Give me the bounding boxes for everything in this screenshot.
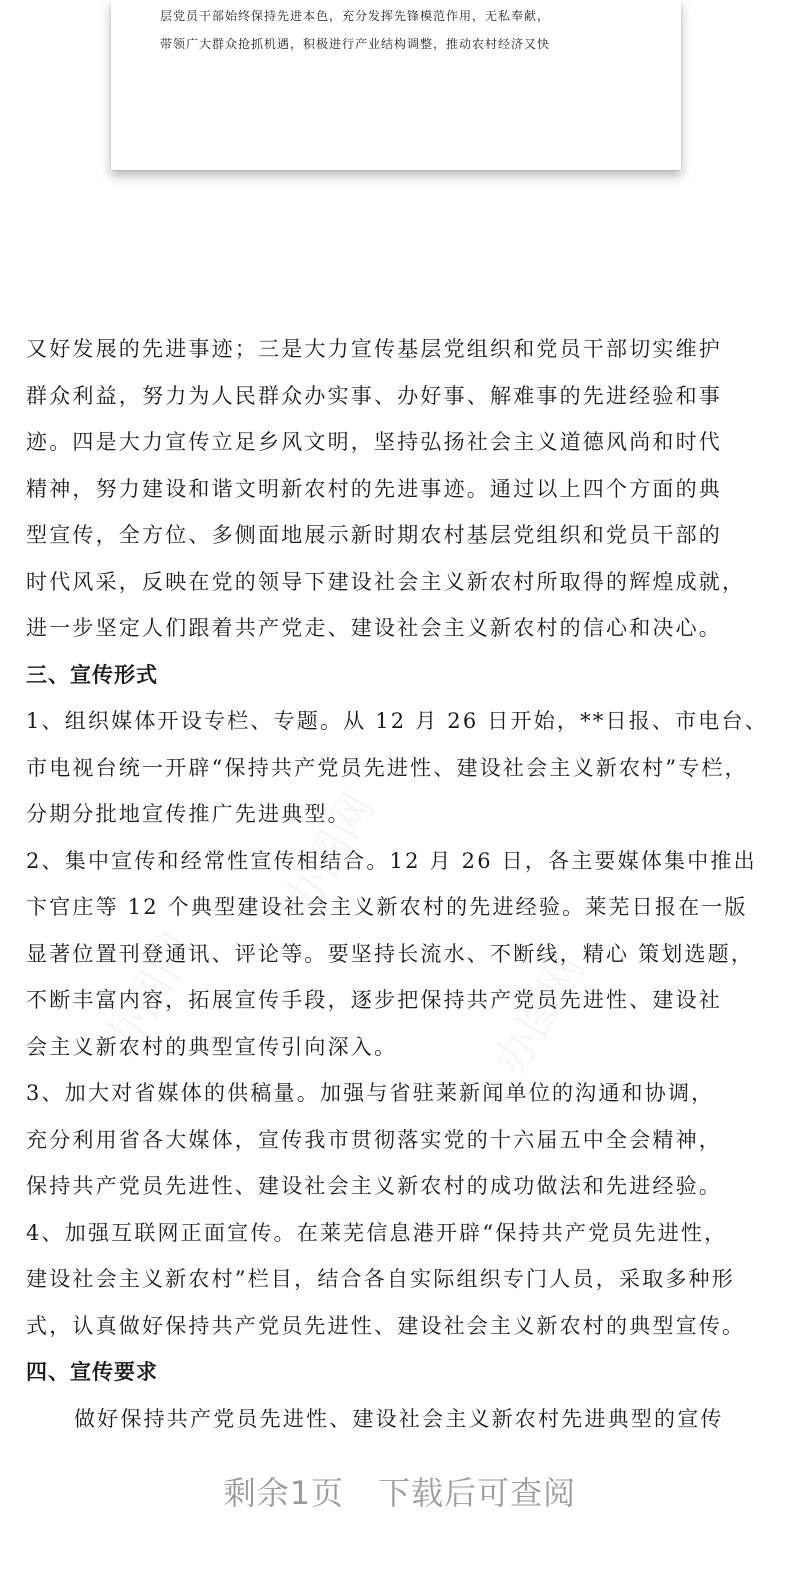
paragraph-line: 群众利益，努力为人民群众办实事、办好事、解难事的先进经验和事 [26,383,722,408]
paragraph-line: 1、组织媒体开设专栏、专题。从 12 月 26 日开始，**日报、市电台、 [26,709,768,733]
previous-page-preview [111,0,681,170]
paragraph-line: 分期分批地宣传推广先进典型。 [26,802,351,826]
paragraph-line: 时代风采，反映在党的领导下建设社会主义新农村所取得的辉煌成就， [26,569,746,594]
section-heading-3: 三、宣传形式 [26,662,158,687]
paragraph-line: 做好保持共产党员先进性、建设社会主义新农村先进典型的宣传 [74,1406,724,1431]
preview-text-line: 层党员干部始终保持先进本色，充分发挥先锋模范作用，无私奉献， [160,9,551,23]
paragraph-line: 型宣传，全方位、多侧面地展示新时期农村基层党组织和党员干部的 [26,523,722,547]
paragraph-line: 式，认真做好保持共产党员先进性、建设社会主义新农村的典型宣传。 [26,1313,746,1338]
paragraph-line: 显著位置刊登通讯、评论等。要坚持长流水、不断线，精心 策划选题， [26,941,755,966]
watermark: 办图网 [94,924,205,1065]
paragraph-line: 4、加强互联网正面宣传。在莱芜信息港开辟“保持共产党员先进性， [26,1220,728,1245]
watermark: 办图网 [484,944,595,1085]
preview-text-line: 带领广大群众抢抓机遇，积极进行产业结构调整，推动农村经济又快 [160,37,551,51]
paragraph-line: 进一步坚定人们跟着共产党走、建设社会主义新农村的信心和决心。 [26,616,722,640]
paragraph-line: 3、加大对省媒体的供稿量。加强与省驻莱新闻单位的沟通和协调， [26,1081,715,1105]
paragraph-line: 市电视台统一开辟“保持共产党员先进性、建设社会主义新农村”专栏， [26,755,748,780]
paragraph-line: 充分利用省各大媒体，宣传我市贯彻落实党的十六届五中全会精神， [26,1127,722,1152]
paragraph-line: 2、集中宣传和经常性宣传相结合。12 月 26 日，各主要媒体集中推出 [26,848,757,873]
remaining-pages-label: 剩余1页 [223,1474,345,1512]
paragraph-line: 不断丰富内容，拓展宣传手段，逐步把保持共产党员先进性、建设社 [26,988,722,1012]
document-body [26,326,786,1442]
download-to-view-label[interactable]: 下载后可查阅 [378,1474,577,1512]
paragraph-line: 又好发展的先进事迹；三是大力宣传基层党组织和党员干部切实维护 [26,337,722,361]
section-heading-4: 四、宣传要求 [26,1360,158,1384]
paragraph-line: 会主义新农村的典型宣传引向深入。 [26,1034,398,1059]
paragraph-line: 精神，努力建设和谐文明新农村的先进事迹。通过以上四个方面的典 [26,476,722,501]
download-prompt[interactable] [0,1468,800,1514]
paragraph-line: 建设社会主义新农村”栏目，结合各自实际组织专门人员，采取多种形 [26,1267,735,1291]
paragraph-line: 保持共产党员先进性、建设社会主义新农村的成功做法和先进经验。 [26,1174,722,1198]
watermark: 办图网 [274,784,385,925]
paragraph-line: 卞官庄等 12 个典型建设社会主义新农村的先进经验。莱芜日报在一版 [26,895,748,919]
paragraph-line: 迹。四是大力宣传立足乡风文明，坚持弘扬社会主义道德风尚和时代 [26,430,722,454]
